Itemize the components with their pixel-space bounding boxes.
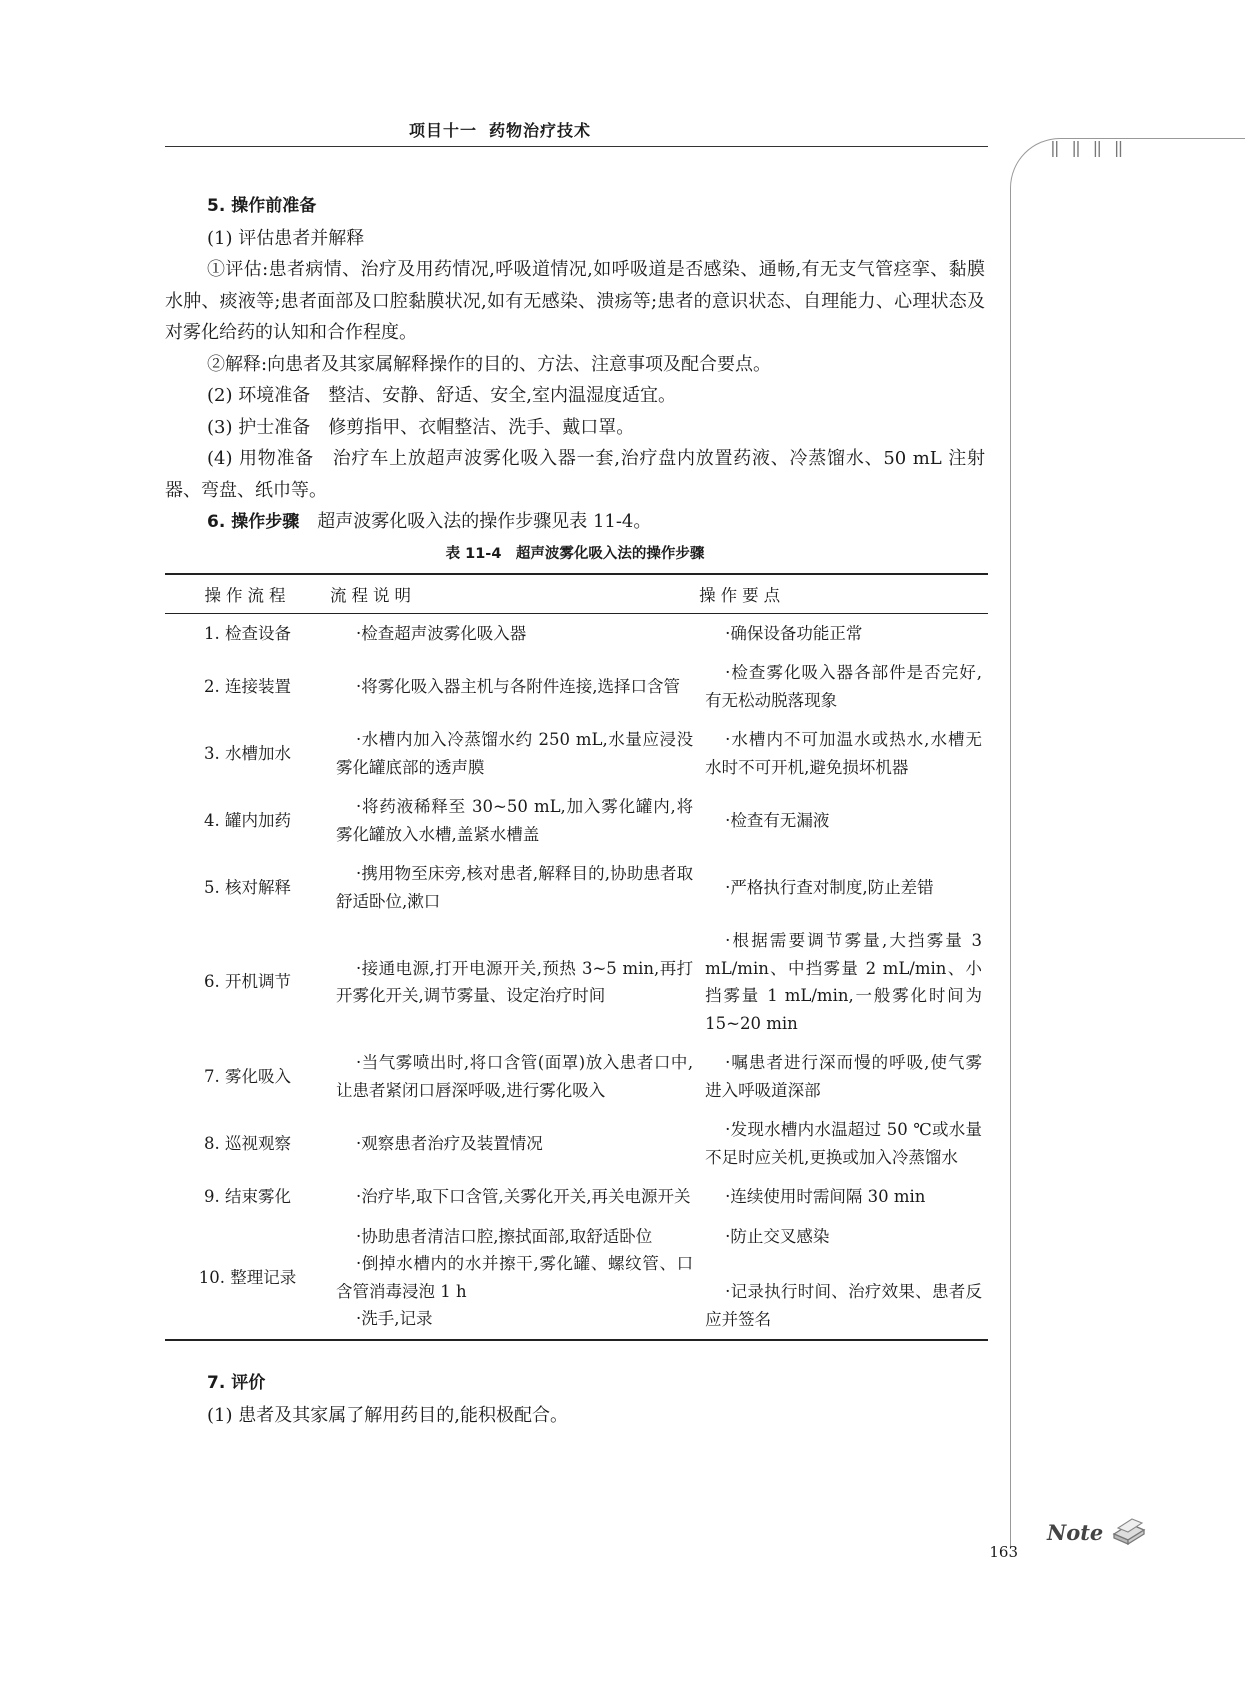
- section7-heading: 7. 评价: [207, 1373, 266, 1393]
- key-cell: [699, 720, 988, 787]
- header-title: 药物治疗技术: [489, 121, 592, 140]
- table-row: [165, 921, 988, 1043]
- margin-bars: ‖ ‖ ‖ ‖: [1050, 138, 1125, 157]
- key-cell: [699, 1043, 988, 1110]
- step-cell: 9. 结束雾化: [203, 1187, 291, 1206]
- desc-item: ·治疗毕,取下口含管,关雾化开关,再关电源开关: [355, 1187, 691, 1206]
- desc-item: ·检查超声波雾化吸入器: [355, 623, 527, 643]
- table-row: [165, 1043, 988, 1110]
- desc-cell: [330, 1043, 699, 1110]
- key-cell: [699, 1217, 988, 1341]
- desc-item: ·携用物至床旁,核对患者,解释目的,协助患者取舒适卧位,漱口: [335, 864, 694, 911]
- running-header: [0, 118, 1000, 141]
- desc-item: ·倒掉水槽内的水并擦干,雾化罐、螺纹管、口含管消毒浸泡 1 h: [335, 1254, 694, 1301]
- key-item: ·确保设备功能正常: [725, 623, 863, 643]
- key-item: ·严格执行查对制度,防止差错: [725, 877, 934, 897]
- key-cell: [699, 613, 988, 653]
- section5-sub1: (1) 评估患者并解释: [207, 227, 365, 249]
- section5-nurse: (3) 护士准备 修剪指甲、衣帽整洁、洗手、戴口罩。: [207, 416, 635, 438]
- step-cell: 5. 核对解释: [203, 877, 291, 897]
- key-item: ·连续使用时需间隔 30 min: [725, 1187, 926, 1206]
- key-cell: [699, 787, 988, 854]
- desc-cell: [330, 653, 699, 720]
- section6-heading: 6. 操作步骤: [207, 512, 300, 532]
- margin-decoration: [1010, 138, 1245, 1549]
- key-item: ·防止交叉感染: [725, 1226, 830, 1246]
- procedure-table: [165, 573, 988, 1342]
- key-item: ·嘱患者进行深而慢的呼吸,使气雾进入呼吸道深部: [705, 1053, 982, 1100]
- desc-cell: [330, 720, 699, 787]
- book-icon: [1110, 1510, 1148, 1546]
- desc-cell: [330, 1110, 699, 1177]
- step-cell: 3. 水槽加水: [203, 743, 291, 763]
- section7-item1: (1) 患者及其家属了解用药目的,能积极配合。: [207, 1404, 568, 1426]
- step-cell: 2. 连接装置: [203, 676, 291, 696]
- table-body: [165, 613, 988, 1340]
- key-cell: [699, 854, 988, 921]
- desc-cell: [330, 854, 699, 921]
- key-item: ·记录执行时间、治疗效果、患者反应并签名: [705, 1282, 982, 1329]
- key-item: ·检查有无漏液: [725, 810, 830, 830]
- table-row: [165, 1217, 988, 1341]
- table-row: [165, 854, 988, 921]
- key-cell: [699, 921, 988, 1043]
- table-row: [165, 613, 988, 653]
- step-cell: 1. 检查设备: [203, 623, 291, 643]
- table-row: [165, 1110, 988, 1177]
- desc-item: ·洗手,记录: [355, 1309, 433, 1329]
- step-cell: 7. 雾化吸入: [203, 1066, 291, 1086]
- table-header-step: 操作流程: [165, 574, 330, 614]
- section5-explain: ②解释:向患者及其家属解释操作的目的、方法、注意事项及配合要点。: [207, 353, 772, 375]
- key-item: ·水槽内不可加温水或热水,水槽无水时不可开机,避免损坏机器: [705, 730, 982, 777]
- table-header-desc: 流程说明: [330, 574, 699, 614]
- table-row: [165, 720, 988, 787]
- step-cell: 8. 巡视观察: [203, 1133, 291, 1153]
- table-header-key: 操作要点: [699, 574, 988, 614]
- section6-text: 超声波雾化吸入法的操作步骤见表 11-4。: [299, 511, 652, 532]
- section6-paragraph: [165, 506, 985, 539]
- header-project: 项目十一: [408, 121, 477, 140]
- desc-item: ·协助患者清洁口腔,擦拭面部,取舒适卧位: [355, 1226, 653, 1246]
- key-cell: [699, 653, 988, 720]
- step-cell: 10. 整理记录: [165, 1217, 330, 1341]
- key-cell: [699, 1110, 988, 1177]
- desc-item: ·当气雾喷出时,将口含管(面罩)放入患者口中,让患者紧闭口唇深呼吸,进行雾化吸入: [335, 1053, 694, 1100]
- section5-assess: ①评估:患者病情、治疗及用药情况,呼吸道情况,如呼吸道是否感染、通畅,有无支气管痉挛、黏膜水肿、痰液等;患者面部及口腔黏膜状况,如有无感染、溃疡等;患者的意识状态、自理能力、心理状态及对雾化给药的认知和合作程度。: [165, 259, 985, 343]
- step-cell: 6. 开机调节: [203, 972, 291, 992]
- header-rule: [165, 146, 988, 147]
- page-content: [165, 190, 985, 1431]
- key-item: ·检查雾化吸入器各部件是否完好,有无松动脱落现象: [705, 663, 982, 710]
- desc-item: ·将药液稀释至 30~50 mL,加入雾化罐内,将雾化罐放入水槽,盖紧水槽盖: [335, 797, 694, 844]
- key-item: ·发现水槽内水温超过 50 ℃或水量不足时应关机,更换或加入冷蒸馏水: [705, 1120, 982, 1167]
- desc-item: ·接通电源,打开电源开关,预热 3~5 min,再打开雾化开关,调节雾量、设定治疗时间: [335, 958, 694, 1005]
- desc-item: ·观察患者治疗及装置情况: [355, 1133, 543, 1153]
- table-row: [165, 1177, 988, 1217]
- section5-env: (2) 环境准备 整洁、安静、舒适、安全,室内温湿度适宜。: [207, 385, 676, 406]
- step-cell: 4. 罐内加药: [203, 810, 291, 830]
- page-number: 163: [989, 1543, 1018, 1561]
- table-caption: 表 11-4 超声波雾化吸入法的操作步骤: [445, 545, 705, 562]
- section5-heading: 5. 操作前准备: [207, 196, 317, 216]
- desc-cell: [330, 1177, 699, 1217]
- key-cell: [699, 1177, 988, 1217]
- note-label: Note: [1047, 1520, 1104, 1545]
- desc-item: ·水槽内加入冷蒸馏水约 250 mL,水量应浸没雾化罐底部的透声膜: [335, 730, 694, 777]
- desc-cell: [330, 787, 699, 854]
- table-row: [165, 787, 988, 854]
- desc-cell: [330, 921, 699, 1043]
- desc-cell: [330, 613, 699, 653]
- desc-cell: [330, 1217, 699, 1341]
- section5-items: (4) 用物准备 治疗车上放超声波雾化吸入器一套,治疗盘内放置药液、冷蒸馏水、50 mL 注射器、弯盘、纸巾等。: [165, 448, 985, 501]
- desc-item: ·将雾化吸入器主机与各附件连接,选择口含管: [355, 676, 680, 696]
- key-item: ·根据需要调节雾量,大挡雾量 3 mL/min、中挡雾量 2 mL/min、小挡雾量 1 mL/min,一般雾化时间为 15~20 min: [705, 931, 982, 1033]
- table-row: [165, 653, 988, 720]
